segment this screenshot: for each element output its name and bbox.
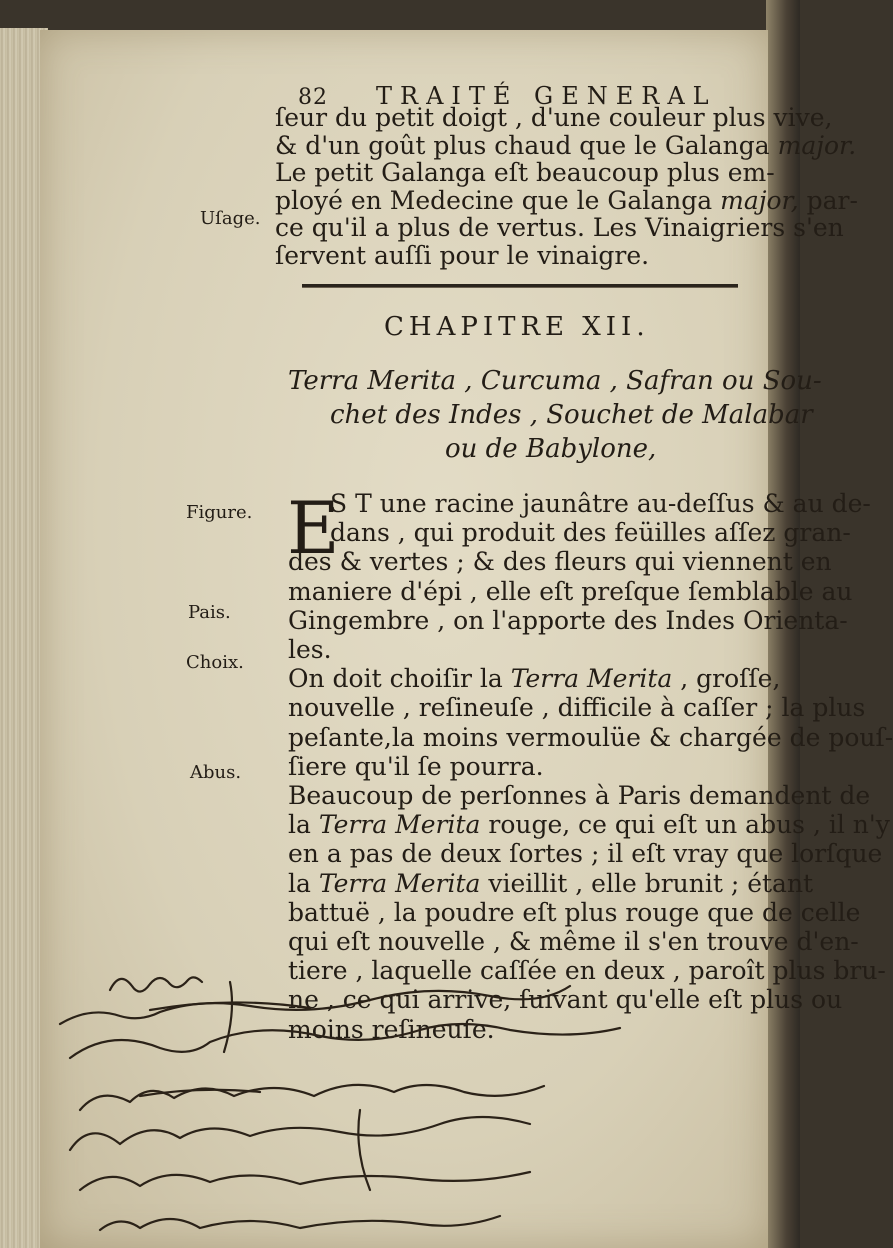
- text-line: [288, 840, 882, 867]
- text-segment: maniere d'épi , elle eſt preſque ſemblable au: [288, 576, 853, 606]
- margin-note-choix: Choix.: [186, 652, 244, 673]
- page-number: 82: [298, 85, 328, 110]
- text-segment: moins reſineuſe.: [288, 1014, 495, 1044]
- text-line: [288, 665, 780, 692]
- margin-note-usage: Uſage.: [200, 208, 261, 229]
- text-line: [288, 782, 870, 809]
- text-segment: en a pas de deux ſortes ; il eſt vray que lorſque: [288, 839, 883, 869]
- text-segment: la: [288, 868, 319, 898]
- text-line: [288, 724, 893, 751]
- text-line: [330, 519, 851, 546]
- book-page: [40, 30, 893, 1248]
- chapter-title-line-1: Terra Merita , Curcuma , Safran ou Sou-: [288, 366, 822, 396]
- italic-segment: Terra Merita: [510, 664, 673, 694]
- running-head-title: TRAITÉ GENERAL: [376, 82, 717, 110]
- chapter-title-line-2: chet des Indes , Souchet de Malabar: [330, 400, 813, 430]
- italic-segment: Terra Merita: [318, 810, 481, 840]
- text-line: [288, 870, 813, 897]
- italic-segment: major,: [720, 185, 799, 215]
- italic-segment: Terra Merita: [318, 868, 481, 898]
- text-segment: la: [288, 810, 319, 840]
- text-segment: rouge, ce qui eſt un abus , il n'y: [480, 810, 890, 840]
- text-segment: Le petit Galanga eſt beaucoup plus em-: [275, 158, 775, 188]
- text-line: [275, 187, 858, 214]
- text-segment: ſiere qu'il ſe pourra.: [288, 751, 544, 781]
- handwritten-annotation: [40, 960, 768, 1248]
- text-segment: , groſſe,: [672, 664, 781, 694]
- text-segment: ſeur du petit doigt , d'une couleur plus vive,: [275, 103, 833, 132]
- text-line: [288, 694, 865, 721]
- text-segment: battuë , la poudre eſt plus rouge que de celle: [288, 897, 861, 927]
- text-segment: par-: [798, 185, 858, 215]
- margin-note-figure: Figure.: [186, 502, 253, 523]
- text-segment: peſante,la moins vermoulüe & chargée de pouſ-: [288, 722, 893, 752]
- text-line: [288, 928, 859, 955]
- text-segment: dans , qui produit des feüilles aſſez gran-: [330, 518, 851, 548]
- text-line: [288, 548, 832, 575]
- text-segment: ployé en Medecine que le Galanga: [275, 185, 721, 215]
- text-line: [275, 132, 856, 159]
- text-line: [288, 578, 853, 605]
- margin-note-abus: Abus.: [190, 762, 242, 783]
- text-line: [275, 242, 649, 269]
- text-segment: Gingembre , on l'apporte des Indes Orienta-: [288, 605, 848, 635]
- text-segment: les.: [288, 635, 332, 664]
- margin-note-pais: Pais.: [188, 602, 231, 623]
- text-segment: On doit choiſir la: [288, 664, 511, 694]
- text-line: [288, 811, 890, 838]
- section-rule: [302, 284, 738, 288]
- text-line: [288, 753, 544, 780]
- chapter-heading: CHAPITRE XII.: [384, 312, 650, 342]
- text-segment: des & vertes ; & des fleurs qui viennent en: [288, 547, 832, 577]
- text-segment: S T une racine jaunâtre au-deſſus & au de-: [330, 489, 871, 518]
- text-line: [330, 490, 871, 517]
- text-line: [275, 214, 844, 241]
- text-segment: qui eſt nouvelle , & même il s'en trouve d'en-: [288, 927, 859, 956]
- text-segment: ce qu'il a plus de vertus. Les Vinaigriers s'en: [275, 213, 844, 243]
- text-line: [275, 159, 775, 186]
- text-segment: & d'un goût plus chaud que le Galanga: [275, 130, 778, 160]
- text-segment: tiere , laquelle caſſée en deux , paroît plus bru-: [288, 956, 886, 986]
- text-line: [275, 104, 833, 131]
- text-segment: ſervent auſſi pour le vinaigre.: [275, 241, 650, 270]
- chapter-title-line-3: ou de Babylone,: [445, 434, 657, 464]
- text-segment: nouvelle , reſineuſe , difficile à caſſer ; la plus: [288, 693, 866, 723]
- drop-cap: E: [287, 486, 340, 570]
- text-line: [288, 607, 848, 634]
- text-segment: ne , ce qui arrive, ſuivant qu'elle eſt plus ou: [288, 985, 843, 1015]
- text-segment: Beaucoup de perſonnes à Paris demandent de: [288, 781, 871, 810]
- italic-segment: major.: [777, 130, 857, 160]
- text-line: [288, 636, 332, 663]
- text-line: [288, 899, 860, 926]
- text-segment: vieillit , elle brunit ; étant: [480, 868, 814, 898]
